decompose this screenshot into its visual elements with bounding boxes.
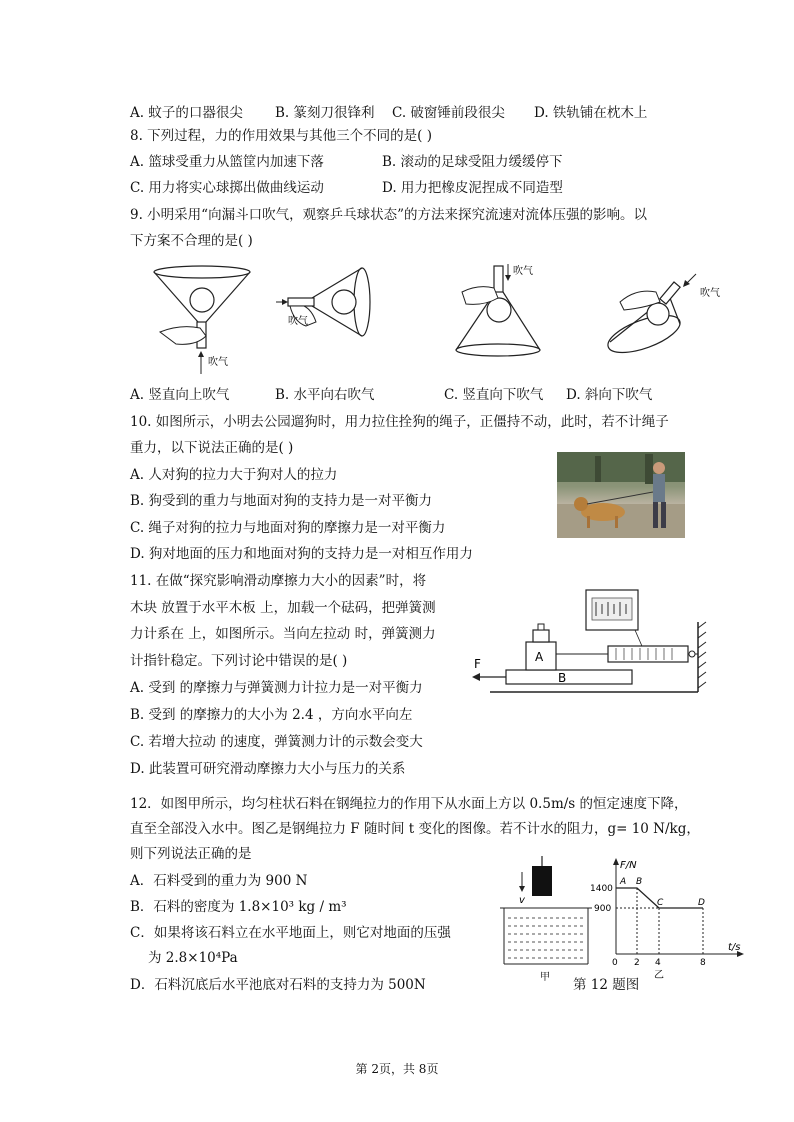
q9-option-a: A. 竖直向上吹气 [130, 387, 230, 403]
q8-option-b: B. 滚动的足球受阻力缓缓停下 [382, 154, 563, 170]
q7-option-c: C. 破窗锤前段很尖 [392, 105, 505, 121]
x-tick-4: 4 [655, 958, 661, 968]
q11-option-b: B. 受到 的摩擦力的大小为 2.4 ，方向水平向左 [130, 707, 413, 723]
q10-option-a: A. 人对狗的拉力大于狗对人的拉力 [130, 467, 338, 483]
point-d: D [698, 898, 705, 908]
q9-stem-line2: 下方案不合理的是( ) [130, 233, 253, 249]
q9-option-b: B. 水平向右吹气 [275, 387, 375, 403]
q9-funnel-figures [140, 262, 740, 380]
funnel-fig-c [456, 264, 540, 356]
q11-option-d: D. 此装置可研究滑动摩擦力大小与压力的关系 [130, 761, 406, 777]
y-tick-900: 900 [594, 904, 612, 914]
page-footer: 第 2页，共 8页 [355, 1062, 439, 1076]
q12-stem-line3: 则下列说法正确的是 [130, 846, 252, 862]
q7-option-b: B. 篆刻刀很锋利 [275, 105, 375, 121]
x-tick-8: 8 [700, 958, 706, 968]
q9-stem-line1: 9. 小明采用“向漏斗口吹气，观察乒乓球状态”的方法来探究流速对流体压强的影响。以 [130, 207, 647, 223]
q9-fig-d-label: 吹气 [700, 288, 720, 299]
q11-friction-apparatus [470, 588, 715, 700]
q12-figure-caption: 第 12 题图 [573, 977, 640, 993]
q9-option-c: C. 竖直向下吹气 [444, 387, 544, 403]
q11-stem-line2: 木块 放置于水平木板 上，加载一个砝码，把弹簧测 [130, 600, 436, 616]
q11-option-c: C. 若增大拉动 的速度，弹簧测力计的示数会变大 [130, 734, 423, 750]
point-c: C [657, 898, 664, 908]
label-b: B [558, 671, 567, 685]
q12-option-c: C．如果将该石料立在水平地面上，则它对地面的压强 [130, 925, 451, 941]
x-axis-label: t/s [728, 942, 741, 953]
x-tick-2: 2 [634, 958, 640, 968]
q11-stem-line3: 力计系在 上，如图所示。当向左拉动 时，弹簧测力 [130, 626, 436, 642]
q11-stem-line1: 11. 在做“探究影响滑动摩擦力大小的因素”时，将 [130, 573, 427, 589]
q12-fig-jia [496, 856, 596, 986]
q10-dog-walking-photo [557, 452, 685, 538]
y-axis-label: F/N [620, 860, 637, 871]
x-tick-0: 0 [612, 958, 618, 968]
q8-option-a: A. 篮球受重力从篮筐内加速下落 [130, 154, 324, 170]
fig-jia-caption: 甲 [540, 972, 550, 983]
q12-option-d: D．石料沉底后水平池底对石料的支持力为 500N [130, 977, 426, 993]
q11-stem-line4: 计指针稳定。下列讨论中错误的是( ) [130, 653, 348, 669]
q12-stem-line1: 12．如图甲所示，均匀柱状石料在钢绳拉力的作用下从水面上方以 0.5m/s 的恒定速度下降， [130, 796, 688, 812]
y-tick-1400: 1400 [590, 884, 613, 894]
q7-options [130, 0, 690, 121]
q10-option-c: C. 绳子对狗的拉力与地面对狗的摩擦力是一对平衡力 [130, 520, 446, 536]
q8-option-c: C. 用力将实心球掷出做曲线运动 [130, 180, 324, 196]
q10-option-d: D. 狗对地面的压力和地面对狗的支持力是一对相互作用力 [130, 546, 473, 562]
velocity-label: v [519, 895, 525, 906]
fig-yi-caption: 乙 [654, 970, 664, 981]
q9-fig-c-label: 吹气 [513, 266, 533, 277]
q9-fig-a-label: 吹气 [208, 357, 228, 368]
funnel-fig-d [604, 274, 696, 360]
q7-option-d: D. 铁轨铺在枕木上 [534, 105, 648, 121]
q9-option-d: D. 斜向下吹气 [566, 387, 653, 403]
q9-fig-b-label: 吹气 [288, 316, 308, 327]
q10-option-b: B. 狗受到的重力与地面对狗的支持力是一对平衡力 [130, 493, 433, 509]
funnel-fig-a [154, 266, 250, 374]
label-a: A [535, 650, 544, 664]
q12-stem-line2: 直至全部没入水中。图乙是钢绳拉力 F 随时间 t 变化的图像。若不计水的阻力，g= 10 N/kg， [130, 821, 700, 837]
q8-option-d: D. 用力把橡皮泥捏成不同造型 [382, 180, 563, 196]
q10-stem-line1: 10. 如图所示，小明去公园遛狗时，用力拉住拴狗的绳子，正僵持不动，此时，若不计绳子 [130, 414, 669, 430]
label-f: F [474, 657, 481, 671]
q7-option-a: A. 蚊子的口器很尖 [130, 105, 243, 121]
point-a: A [620, 877, 627, 887]
q8-stem: 8. 下列过程，力的作用效果与其他三个不同的是( ) [130, 128, 432, 144]
q12-option-c-cont: 为 2.8×10⁴Pa [148, 950, 238, 966]
q10-stem-line2: 重力，以下说法正确的是( ) [130, 440, 294, 456]
point-b: B [636, 877, 643, 887]
q11-option-a: A. 受到 的摩擦力与弹簧测力计拉力是一对平衡力 [130, 680, 423, 696]
q12-option-b: B．石料的密度为 1.8×10³ kg / m³ [130, 899, 347, 915]
q12-fig-yi [590, 852, 750, 984]
photo-illustration [557, 452, 685, 538]
q12-option-a: A．石料受到的重力为 900 N [130, 873, 308, 889]
